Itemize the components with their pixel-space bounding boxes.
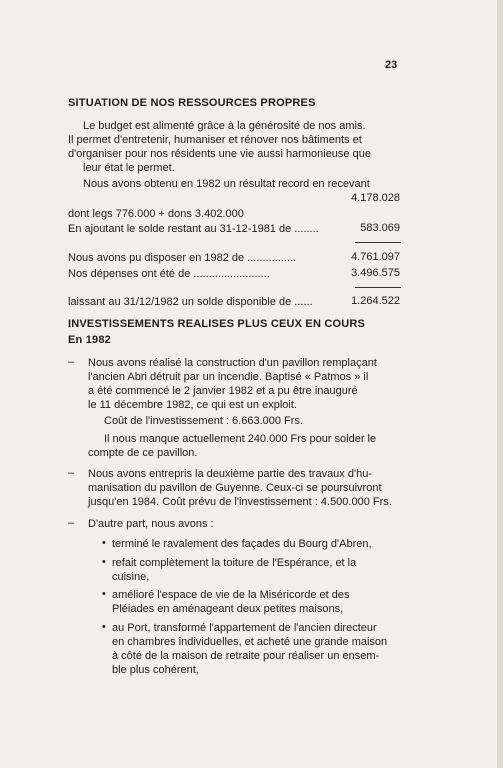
item1-line: le 11 décembre 1982, ce qui est un exploit. bbox=[88, 399, 297, 411]
dispose-amount: 4.761.097 bbox=[351, 251, 400, 263]
disponible-amount: 1.264.522 bbox=[351, 295, 400, 307]
depenses-line: Nos dépenses ont été de ......................... bbox=[68, 268, 270, 280]
solde-amount: 583.069 bbox=[360, 222, 400, 234]
intro-line: leur état le permet. bbox=[83, 162, 175, 174]
bullet-line: en chambres individuelles, et acheté une grande maison bbox=[112, 636, 388, 648]
difference-rule bbox=[355, 287, 401, 288]
bullet-line: à côté de la maison de retraite pour réaliser un ensem- bbox=[112, 650, 380, 662]
page-number: 23 bbox=[385, 59, 398, 71]
bullet-marker: • bbox=[102, 588, 106, 600]
intro-paragraph bbox=[83, 119, 401, 133]
item2-line: Nous avons entrepris la deuxième partie des travaux d'hu- bbox=[88, 468, 372, 480]
item1-line: a été commencé le 2 janvier 1982 et a pu être inauguré bbox=[88, 385, 358, 397]
item2-line: jusqu'en 1984. Coût prévu de l'investissement : 4.500.000 Frs. bbox=[88, 496, 392, 508]
depenses-amount: 3.496.575 bbox=[351, 267, 400, 279]
item1-remain-line: compte de ce pavillon. bbox=[88, 447, 198, 459]
item1-cost: Coût de l'investissement : 6.663.000 Frs. bbox=[104, 415, 303, 427]
bullet-marker: • bbox=[102, 621, 106, 633]
intro-line: Il permet d'entretenir, humaniser et rénover nos bâtiments et bbox=[68, 134, 362, 146]
bullet-line: ble plus cohérent, bbox=[112, 664, 199, 676]
solde-line: En ajoutant le solde restant au 31-12-1981 de ........ bbox=[68, 223, 319, 235]
bullet-line: amélioré l'espace de vie de la Miséricorde et des bbox=[112, 589, 350, 601]
section-heading-investissements: INVESTISSEMENTS REALISES PLUS CEUX EN COURS bbox=[68, 318, 366, 330]
intro-line: Le budget est alimenté grâce à la générosité de nos amis. bbox=[83, 120, 366, 132]
intro-line: d'organiser pour nos résidents une vie aussi harmonieuse que bbox=[68, 148, 371, 160]
dash-marker: – bbox=[68, 517, 75, 529]
bullet-marker: • bbox=[102, 537, 106, 549]
section-heading-ressources: SITUATION DE NOS RESSOURCES PROPRES bbox=[68, 97, 316, 109]
disponible-line: laissant au 31/12/1982 un solde disponible de ...... bbox=[68, 296, 313, 308]
bullet-line: refait complètement la toiture de l'Espérance, et la bbox=[112, 557, 357, 569]
dash-marker: – bbox=[68, 356, 75, 368]
year-subheading: En 1982 bbox=[68, 334, 111, 346]
bullet-line: cuisine, bbox=[112, 571, 150, 583]
bullet-marker: • bbox=[102, 556, 106, 568]
bullet-line: terminé le ravalement des façades du Bourg d'Abren, bbox=[112, 538, 372, 550]
record-amount: 4.178.028 bbox=[351, 192, 400, 204]
item1-line: l'ancien Abri détruit par un incendie. Baptisé « Patmos » il bbox=[88, 371, 369, 383]
item1-remain-line: Il nous manque actuellement 240.000 Frs pour solder le bbox=[104, 433, 377, 445]
dash-marker: – bbox=[68, 467, 75, 479]
sum-rule bbox=[355, 242, 401, 243]
record-line: Nous avons obtenu en 1982 un résultat record en recevant bbox=[83, 178, 370, 190]
dispose-line: Nous avons pu disposer en 1982 de ................ bbox=[68, 252, 297, 264]
bullet-line: Pléiades en aménageant deux petites maisons, bbox=[112, 603, 344, 615]
item1-line: Nous avons réalisé la construction d'un pavillon remplaçant bbox=[88, 357, 377, 369]
legs-line: dont legs 776.000 + dons 3.402.000 bbox=[68, 208, 244, 220]
page-edge bbox=[497, 0, 503, 768]
item2-line: manisation du pavillon de Guyenne. Ceux-ci se poursuivront bbox=[88, 482, 382, 494]
bullet-line: au Port, transformé l'appartement de l'ancien directeur bbox=[112, 622, 377, 634]
item3-intro: D'autre part, nous avons : bbox=[88, 518, 214, 530]
